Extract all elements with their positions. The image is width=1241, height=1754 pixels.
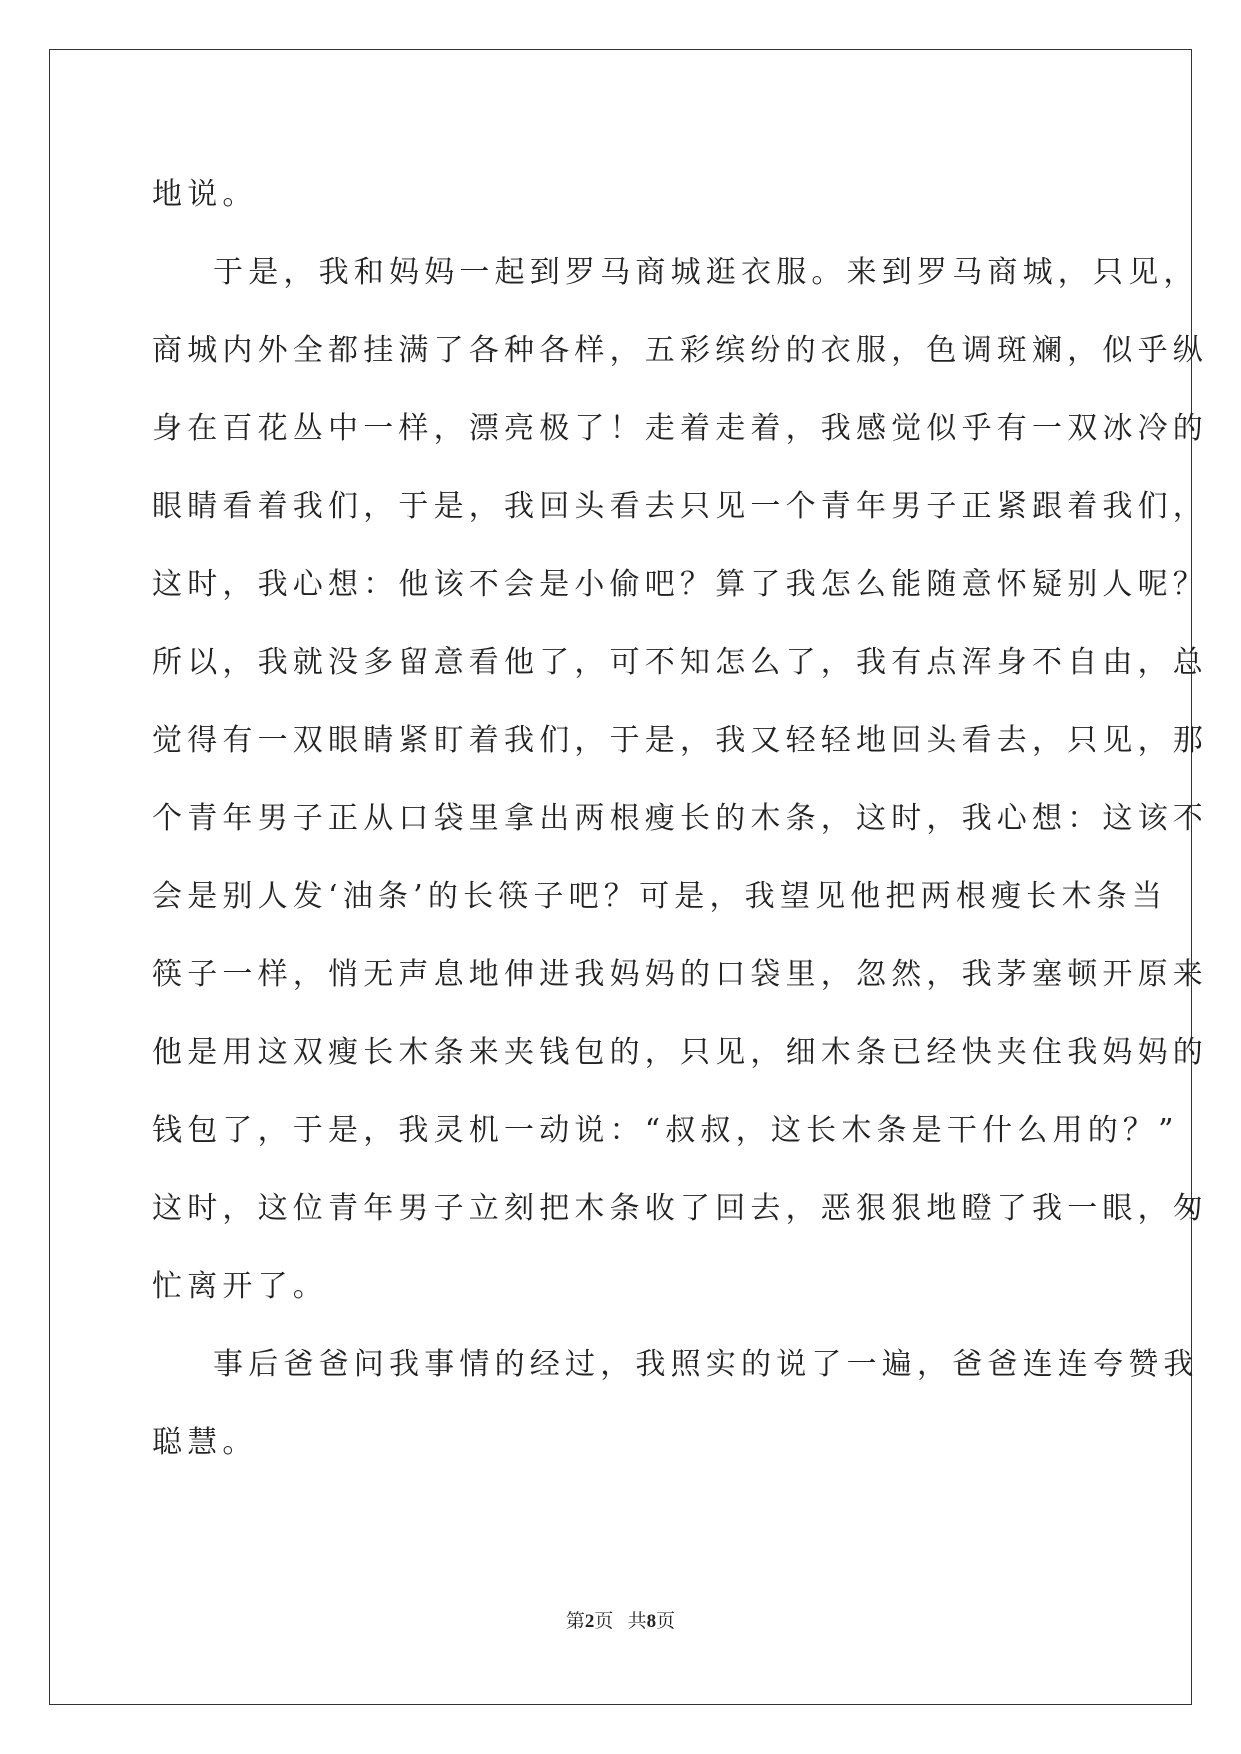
text-line: 这时，我心想：他该不会是小偷吧？算了我怎么能随意怀疑别人呢？	[152, 567, 1208, 602]
paragraph-start-line: 事后爸爸问我事情的经过，我照实的说了一遍，爸爸连连夸赞我	[213, 1347, 1199, 1382]
text-line: 忙离开了。	[152, 1269, 328, 1304]
text-line: 他是用这双瘦长木条来夹钱包的，只见，细木条已经快夹住我妈妈的	[152, 1035, 1208, 1070]
text-line: 身在百花丛中一样，漂亮极了！走着走着，我感觉似乎有一双冰冷的	[152, 411, 1208, 446]
paragraph-start-line: 于是，我和妈妈一起到罗马商城逛衣服。来到罗马商城，只见，	[213, 255, 1199, 290]
text-line: 筷子一样，悄无声息地伸进我妈妈的口袋里，忽然，我茅塞顿开原来	[152, 957, 1208, 992]
text-line: 地说。	[152, 177, 258, 212]
footer-prefix: 第	[565, 1611, 585, 1632]
footer-page-suffix: 页	[594, 1611, 614, 1632]
text-line: 眼睛看着我们，于是，我回头看去只见一个青年男子正紧跟着我们，	[152, 489, 1208, 524]
footer-total-suffix: 页	[656, 1611, 676, 1632]
page-footer	[0, 1606, 1241, 1633]
total-page-count: 8	[646, 1611, 657, 1632]
current-page-number: 2	[584, 1611, 595, 1632]
text-line: 这时，这位青年男子立刻把木条收了回去，恶狠狠地瞪了我一眼，匆	[152, 1191, 1208, 1226]
text-line: 觉得有一双眼睛紧盯着我们，于是，我又轻轻地回头看去，只见，那	[152, 723, 1208, 758]
footer-total-prefix: 共	[627, 1611, 647, 1632]
text-line: 商城内外全都挂满了各种各样，五彩缤纷的衣服，色调斑斓，似乎纵	[152, 333, 1208, 368]
text-line: 所以，我就没多留意看他了，可不知怎么了，我有点浑身不自由，总	[152, 645, 1208, 680]
text-line: 钱包了，于是，我灵机一动说：“叔叔，这长木条是干什么用的？”	[152, 1113, 1179, 1148]
text-line: 个青年男子正从口袋里拿出两根瘦长的木条，这时，我心想：这该不	[152, 801, 1208, 836]
document-body	[152, 156, 1208, 1482]
text-line: 聪慧。	[152, 1425, 258, 1460]
text-line: 会是别人发‘油条’的长筷子吧？可是，我望见他把两根瘦长木条当	[152, 879, 1168, 914]
